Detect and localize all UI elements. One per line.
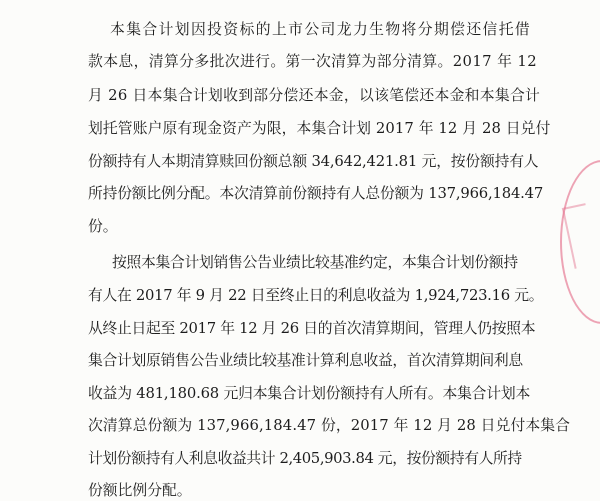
paragraph-line: 本集合计划因投资标的上市公司龙力生物将分期偿还信托借 <box>110 21 532 38</box>
paragraph-line: 计划份额持有人利息收益共计 2,405,903.84 元，按份额持有人所持 <box>88 450 522 467</box>
paragraph-line: 份额持有人本期清算赎回份额总额 34,642,421.81 元，按份额持有人 <box>88 153 539 170</box>
paragraph-line: 有人在 2017 年 9 月 22 日至终止日的利息收益为 1,924,723.16 元。 <box>88 287 544 304</box>
paragraph-line: 款本息，清算分多批次进行。第一次清算为部分清算。2017 年 12 <box>88 53 538 70</box>
paragraph-line: 份。 <box>88 218 118 235</box>
paragraph-line: 月 26 日本集合计划收到部分偿还本金，以该笔偿还本金和本集合计 <box>88 87 541 104</box>
paragraph-line: 份额比例分配。 <box>88 482 192 499</box>
paragraph-line: 集合计划原销售公告业绩比较基准计算利息收益，首次清算期间利息 <box>88 352 523 369</box>
paragraph-line: 次清算总份额为 137,966,184.47 份，2017 年 12 月 28 日兑付本集合 <box>88 417 571 434</box>
paragraph-line: 划托管账户原有现金资产为限，本集合计划 2017 年 12 月 28 日兑付 <box>88 120 551 137</box>
paragraph-line: 所持份额比例分配。本次清算前份额持有人总份额为 137,966,184.47 <box>88 185 544 202</box>
paragraph-line: 按照本集合计划销售公告业绩比较基准约定，本集合计划份额持 <box>112 254 518 271</box>
paragraph-line: 从终止日起至 2017 年 12 月 26 日的首次清算期间，管理人仍按照本 <box>88 320 536 337</box>
paragraph-line: 收益为 481,180.68 元归本集合计划份额持有人所有。本集合计划本 <box>88 385 531 402</box>
